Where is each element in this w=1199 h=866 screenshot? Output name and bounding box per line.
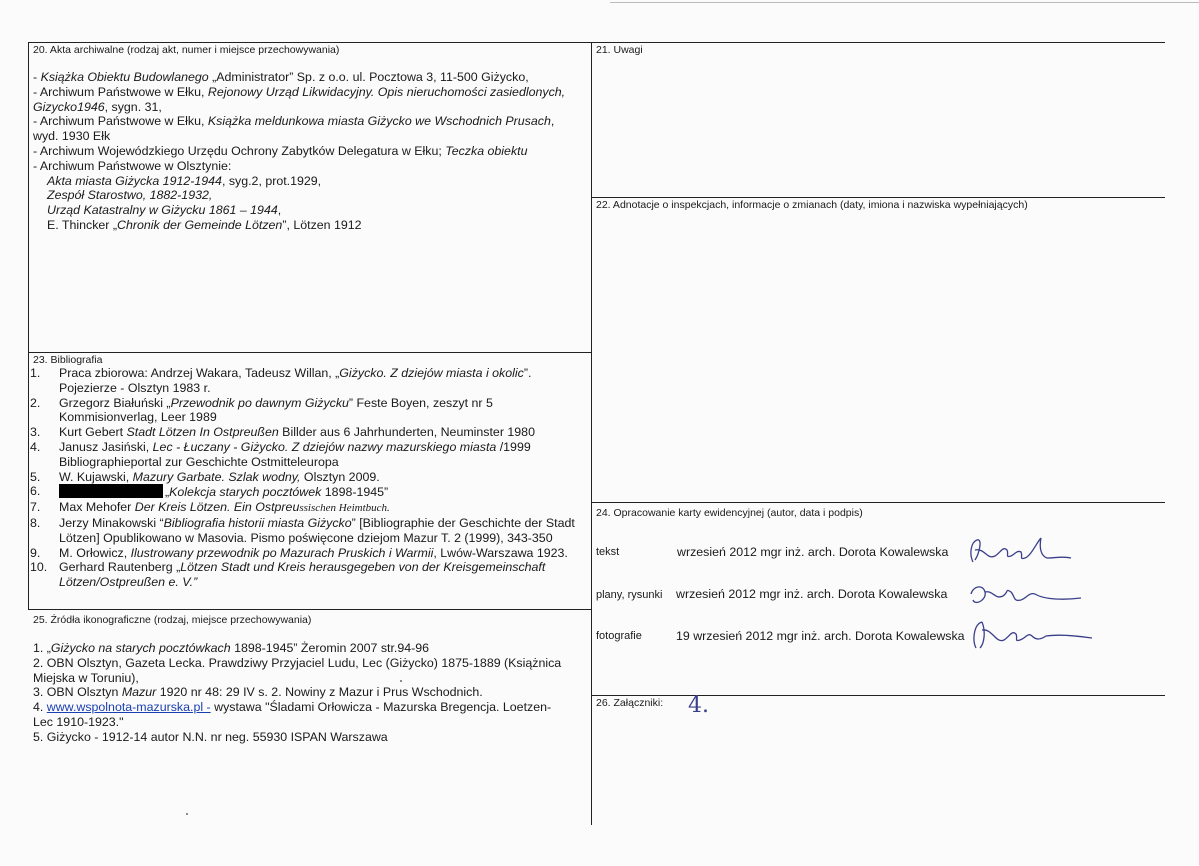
author-row-value-photos: 19 wrzesień 2012 mgr inż. arch. Dorota Kowalewska [676,629,965,643]
scan-speck [400,680,402,682]
item-continuation: Lötzen] Opublikowano w Masovia. Pismo poświęcone dziejom Mazur T. 2 (1999), 343-350 [59,530,553,545]
bibliography-item [30,470,575,485]
section-21-header: 21. Uwagi [596,44,643,56]
bibliography-item [30,546,575,561]
archive-line: - Archiwum Państwowe w Olsztynie: [33,158,232,173]
rule-23 [28,352,591,353]
section-23-header: 23. Bibliografia [33,354,103,366]
item-text: Grzegorz Białuński „Przewodnik po dawnym Giżycku” Feste Boyen, zeszyt nr 5 [59,395,493,410]
item-number: 8. [30,515,41,530]
signature-2 [965,578,1085,612]
scan-edge-top [610,2,1199,3]
item-number: 2. [30,395,41,410]
archive-line: - Archiwum Państwowe w Ełku, Rejonowy Urząd Likwidacyjny. Opis nieruchomości zasiedlonych, [33,84,566,99]
left-border [28,42,29,609]
bibliography-item [30,440,575,455]
bibliography-item [30,560,575,575]
top-rule [28,42,1165,43]
iconographic-line: 4. www.wspolnota-mazurska.pl - wystawa "Śladami Orłowicza - Mazurska Bregencja. Loetzen- [33,700,552,715]
item-text: Gerhard Rautenberg „Lötzen Stadt und Kreis herausgegeben von der Kreisgemeinschaft [59,560,546,575]
author-row-label-text: tekst [596,546,620,558]
iconographic-line: Lec 1910-1923." [33,714,124,729]
bibliography-item [30,500,575,516]
archive-line: - Archiwum Państwowe w Ełku, Książka meldunkowa miasta Giżycko we Wschodnich Prusach, [33,114,555,129]
archive-line: - Archiwum Wojewódzkiego Urzędu Ochrony Zabytków Delegatura w Ełku; Teczka obiektu [33,143,528,158]
bibliography-item [30,396,575,411]
bibliography-item [30,516,575,531]
item-text: Jerzy Minakowski “Bibliografia historii miasta Giżycko” [Bibliographie der Geschichte der Stadt [59,515,575,530]
archive-line: Akta miasta Giżycka 1912-1944, syg.2, prot.1929, [47,173,322,188]
archive-line: - Książka Obiektu Budowlanego „Administrator” Sp. z o.o. ul. Pocztowa 3, 11-500 Giżycko, [33,70,529,84]
center-divider [591,42,592,825]
item-number: 10. [30,560,48,575]
item-text: W. Kujawski, Mazury Garbate. Szlak wodny, Olsztyn 2009. [59,469,380,484]
iconographic-line: Miejska w Toruniu), [33,670,139,685]
item-number: 6. [30,484,41,499]
item-text: „Kolekcja starych pocztówek 1898-1945” [59,484,388,500]
rule-25 [28,609,591,610]
item-number: 1. [30,366,41,380]
item-number: 9. [30,545,41,560]
item-text: Janusz Jasiński, Lec - Łuczany - Giżycko. Z dziejów nazwy mazurskiego miasta /1999 [59,439,531,454]
item-number: 4. [30,439,41,454]
archive-line: E. Thincker „Chronik der Gemeinde Lötzen”, Lötzen 1912 [47,217,362,232]
author-row-value-plans: wrzesień 2012 mgr inż. arch. Dorota Kowalewska [676,587,948,601]
iconographic-line: 5. Giżycko - 1912-14 autor N.N. nr neg. 55930 ISPAN Warszawa [33,729,388,744]
bibliography-list [30,366,575,590]
signature-3 [970,618,1095,654]
iconographic-line: 2. OBN Olsztyn, Gazeta Lecka. Prawdziwy Przyjaciel Ludu, Lec (Giżycko) 1875-1889 (Książnica [33,655,562,670]
bibliography-item [30,484,575,500]
item-continuation: Kommisionverlag, Leer 1989 [59,410,217,425]
archive-line: Zespół Starostwo, 1882-1932, [47,188,213,203]
rule-26 [591,695,1165,696]
section-20-body [33,70,565,233]
website-link[interactable]: www.wspolnota-mazurska.pl - [46,700,211,715]
archive-line: Urząd Katastralny w Giżycku 1861 – 1944, [47,203,282,218]
item-text: Max Mehofer Der Kreis Lötzen. Ein Ostpreussischen Heimtbuch. [59,500,390,515]
redaction-bar [59,484,163,498]
item-text: M. Orłowicz, Ilustrowany przewodnik po Mazurach Pruskich i Warmii, Lwów-Warszawa 1923. [59,545,568,560]
section-20-header: 20. Akta archiwalne (rodzaj akt, numer i miejsce przechowywania) [33,44,340,56]
item-text: Kurt Gebert Stadt Lötzen In Ostpreußen Billder aus 6 Jahrhunderten, Neuminster 1980 [59,425,535,440]
bibliography-item [30,425,575,440]
item-continuation: Pojezierze - Olsztyn 1983 r. [59,380,211,395]
iconographic-line: 1. „Giżycko na starych pocztówkach 1898-1945” Żeromin 2007 str.94-96 [33,641,430,655]
attachments-count: 4. [688,693,709,718]
item-continuation: Lötzen/Ostpreußen e. V.” [59,575,198,590]
bibliography-item [30,366,575,381]
signature-1 [965,532,1075,572]
rule-22 [591,197,1165,198]
archive-line: Gizycko1946, sygn. 31, [33,99,162,114]
section-25-header: 25. Źródła ikonograficzne (rodzaj, miejsce przechowywania) [33,614,312,626]
item-text: Praca zbiorowa: Andrzej Wakara, Tadeusz Willan, „Giżycko. Z dziejów miasta i okolic”. [59,366,532,380]
item-number: 5. [30,469,41,484]
iconographic-line: 3. OBN Olsztyn Mazur 1920 nr 48: 29 IV s. 2. Nowiny z Mazur i Prus Wschodnich. [33,685,483,700]
section-26-header: 26. Załączniki: [596,697,664,709]
author-row-label-plans: plany, rysunki [596,589,663,601]
item-number: 7. [30,500,41,515]
section-24-header: 24. Opracowanie karty ewidencyjnej (autor, data i podpis) [596,507,863,519]
scan-speck [186,813,188,815]
section-22-header: 22. Adnotacje o inspekcjach, informacje o zmianach (daty, imiona i nazwiska wypełniających) [596,199,1028,211]
rule-24 [591,502,1165,503]
archive-line: wyd. 1930 Ełk [33,129,111,144]
author-row-label-photos: fotografie [596,630,642,642]
item-continuation: Bibliographieportal zur Geschichte Ostmitteleuropa [59,454,339,469]
author-row-value-text: wrzesień 2012 mgr inż. arch. Dorota Kowalewska [677,545,949,559]
section-25-body [33,641,561,745]
item-number: 3. [30,425,41,440]
